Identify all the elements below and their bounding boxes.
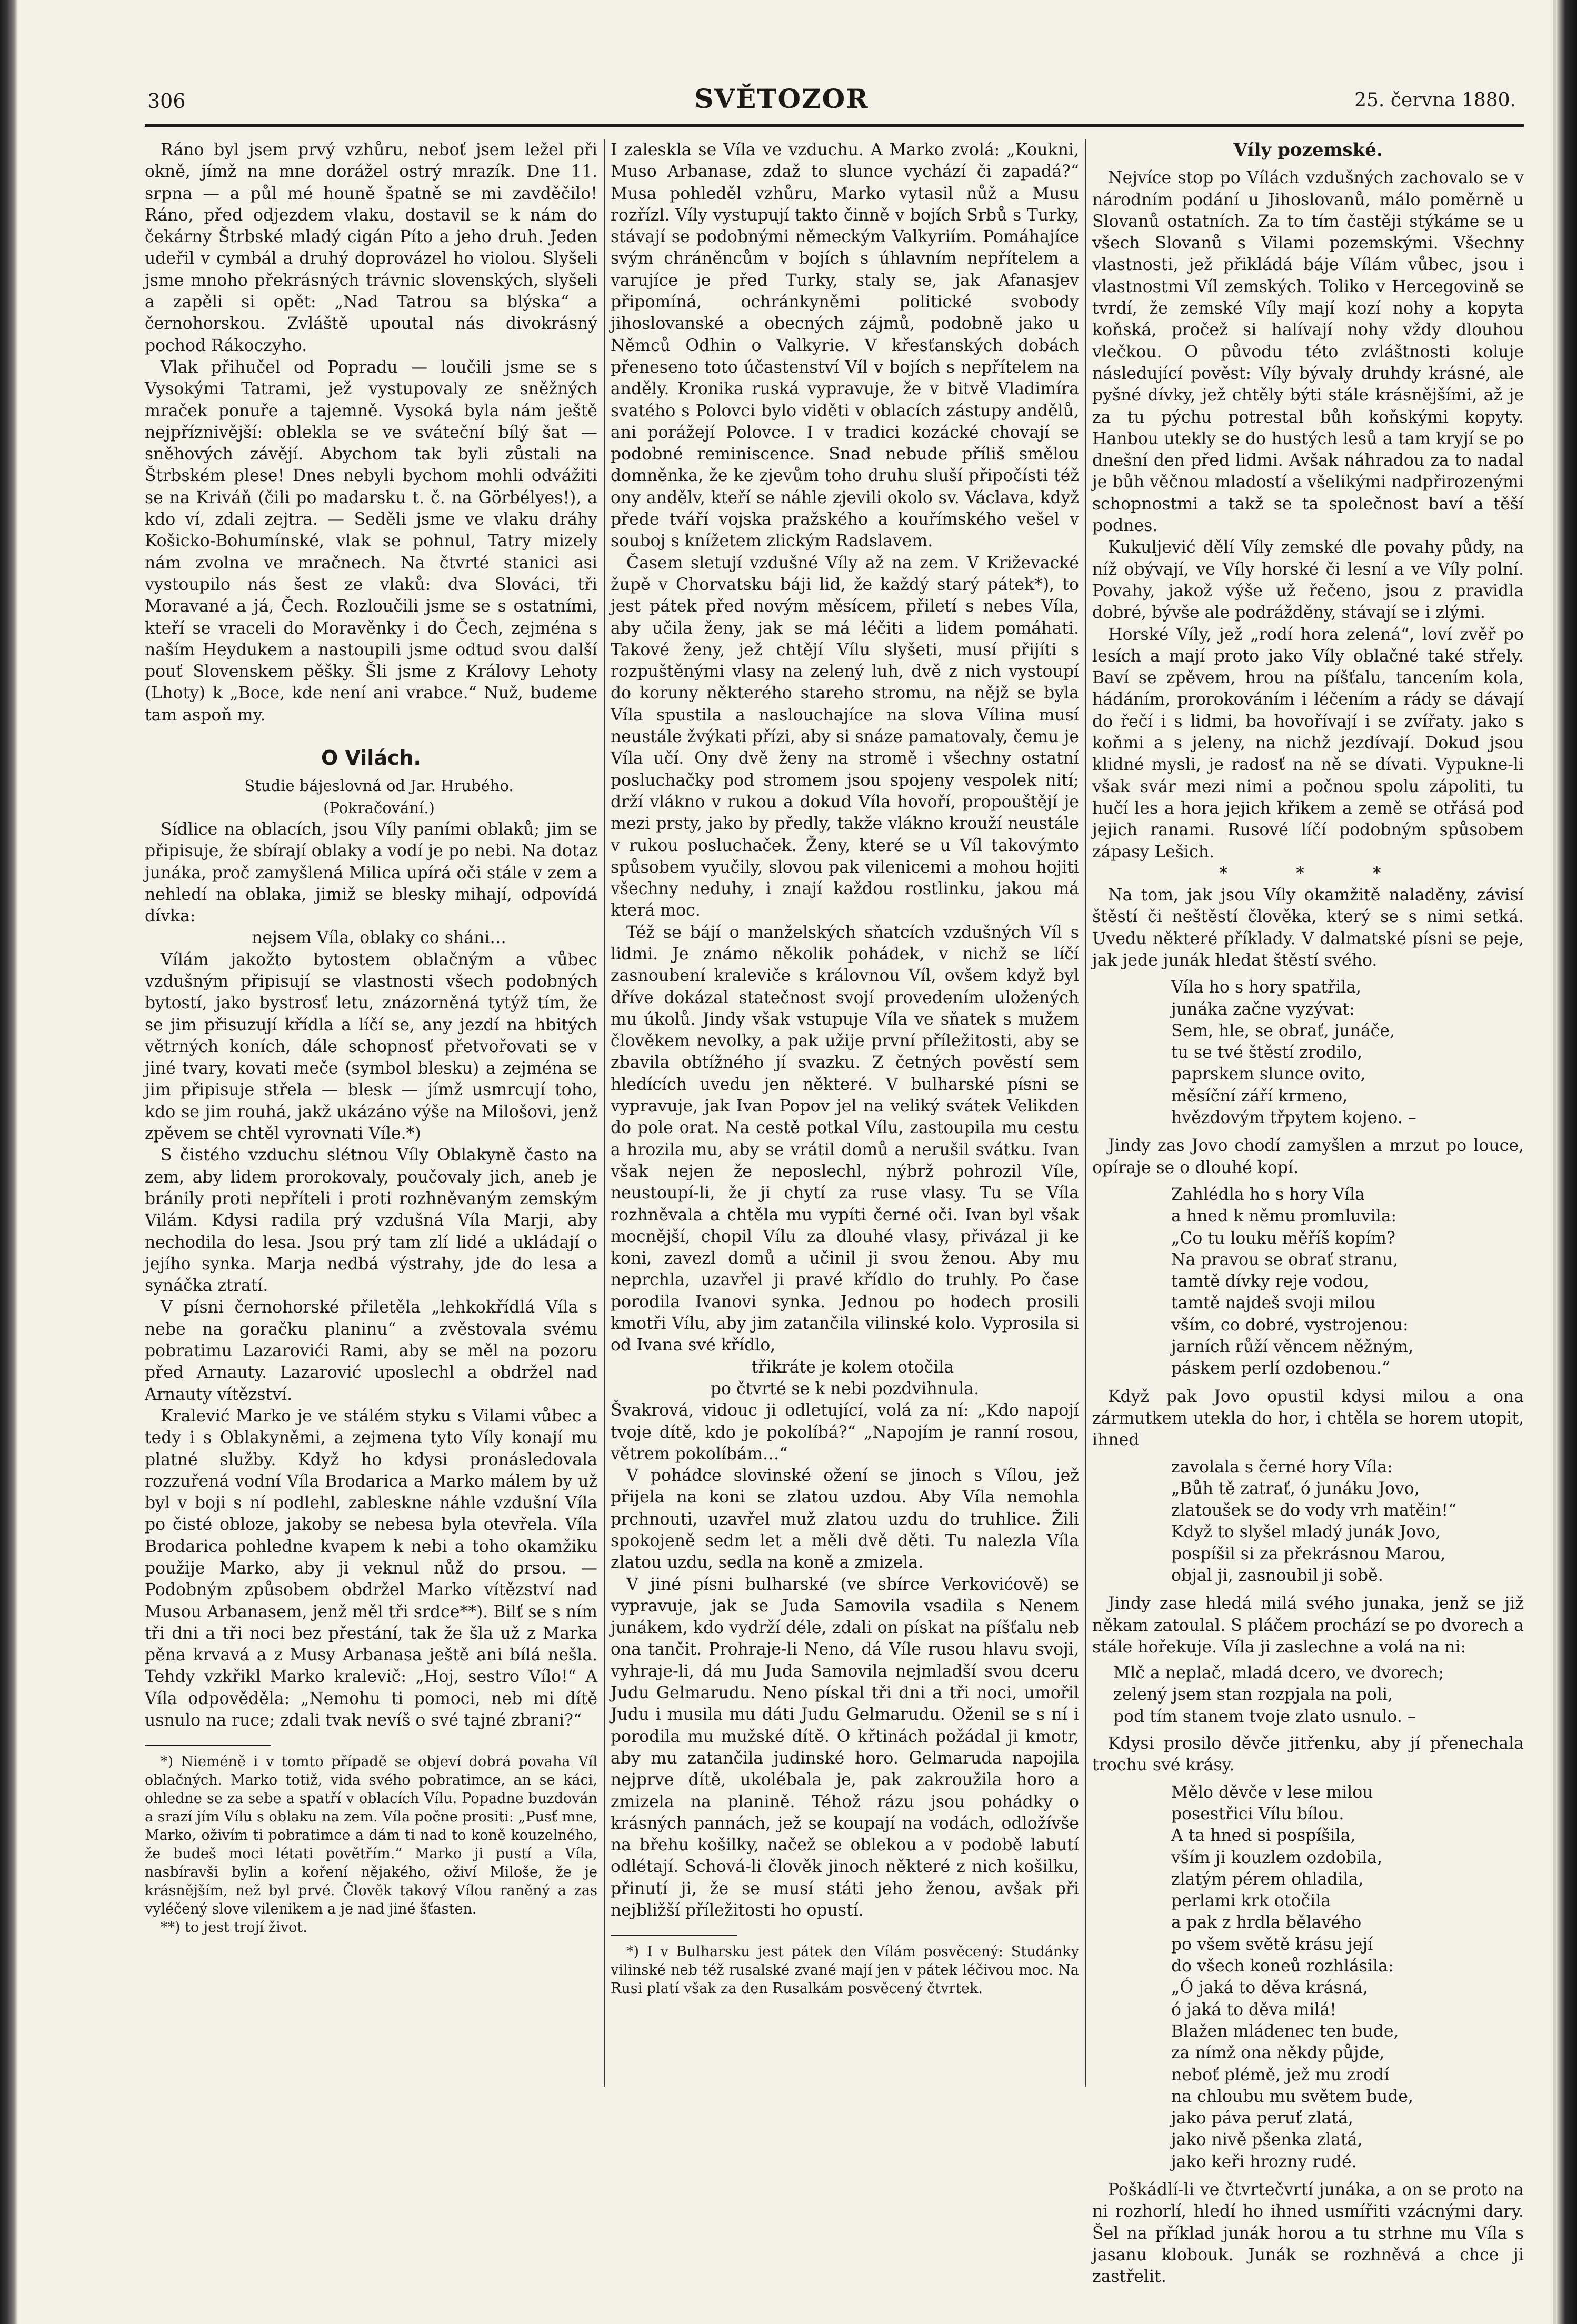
paragraph: V písni černohorské přiletěla „lehkokřídlá Víla s nebe na goračku planinu“ a zvěstovala svému pobratimu Lazarovići Rami, aby se měl na pozoru před Arnauty. Lazarović uposlechl a obdržel nad Arnauty vítězství.	[145, 1298, 597, 1404]
paragraph: Nejvíce stop po Vílách vzdušných zachovalo se v národním podání u Jihoslovanů, málo poměrně u Slovanů ostatních. Za to tím častěji stýkáme se u všech Slovanů s Vilami pozemskými. Všechny vlastnosti, jež přikládá báje Vílám vůbec, jsou i vlastnostmi Víl zemských. Toliko v Hercegovině se tvrdí, že zemské Víly mají kozí nohy a kopyta koňská, pročež si halívají nohy vždy dlouhou vlečkou. O původu této zvláštnosti koluje následující pověst: Víly bývaly druhdy krásné, ale pyšné dívky, jež chtěly býti stále krásnějšími, až je za tu pýchu potrestal bůh koňskými kopyty. Hanbou utekly se do hustých lesů a tam kryjí se po dnešní den před lidmi. Avšak náhradou za to nadal je bůh věčnou mladostí a všelikými nadpřirozenými schopnostmi a takž se ta společnost baví a těší podnes.	[1092, 168, 1524, 536]
footnote-rule	[145, 1745, 271, 1746]
poem-line: jako nivě pšenka zlatá,	[1171, 2130, 1363, 2150]
section-title: O Vilách.	[321, 746, 421, 770]
newspaper-page	[47, 0, 1524, 2324]
poem-line: posestřici Vílu bílou.	[1171, 1804, 1344, 1824]
paragraph: S čistého vzduchu slétnou Víly Oblakyně často na zem, aby lidem prorokovaly, poučovaly jich, aneb je bránily proti nepříteli i proti rozhněvaným zemským Vilám. Kdysi radila prý vzdušná Víla Marji, aby nechodila do lesa. Jsou prý tam zlí lidé a ukládají o jejího synka. Marja nedbá výstrahy, jde do lesa a synáčka ztratí.	[145, 1146, 597, 1296]
paragraph: Na tom, jak jsou Víly okamžitě naladěny, závisí štěstí či neštěstí člověka, který se s nimi setká. Uvedu některé příklady. V dalmatské písni se peje, jak jede junák hledat štěstí svého.	[1092, 886, 1524, 970]
paragraph: Kukuljević dělí Víly zemské dle povahy půdy, na níž obývají, ve Víly horské či lesní a ve Víly polní. Povahy, jakož výše už řečeno, jsou z pravidla dobré, bývše ale podrážděny, stávají se i zlými.	[1092, 538, 1524, 623]
column-1	[145, 139, 597, 1937]
issue-date: 25. června 1880.	[1354, 89, 1516, 111]
poem-line: tamtě dívky reje vodou,	[1171, 1272, 1369, 1291]
poem-line: tu se tvé štěstí zrodilo,	[1171, 1043, 1363, 1063]
poem-line: zlatým pérem ohladila,	[1171, 1869, 1364, 1889]
quote: nejsem Víla, oblaky co sháni…	[252, 928, 506, 948]
paragraph: Jindy zas Jovo chodí zamyšlen a mrzut po louce, opíraje se o dlouhé kopí.	[1092, 1136, 1524, 1177]
poem-line: Na pravou se obrať stranu,	[1171, 1250, 1399, 1269]
poem-line: měsíční září krmeno,	[1171, 1086, 1348, 1106]
paragraph: Poškádlí-li ve čtvrtečvrtí junáka, a on se proto na ni rozhorlí, hledí ho ihned usmířiti vzácnými dary. Šel na příklad junák horou a tu strhne mu Víla s jasanu klobouk. Junák se rozhněvá a chce ji zastřelit.	[1092, 2180, 1524, 2287]
section-title: Víly pozemské.	[1233, 139, 1383, 161]
header-rule	[145, 124, 1524, 127]
poem-line: A ta hned si pospíšila,	[1171, 1826, 1356, 1846]
poem-line: perlami krk otočila	[1171, 1891, 1331, 1911]
paragraph: Sídlice na oblacích, jsou Víly paními oblaků; jim se připisuje, že sbírají oblaky a vodí je po nebi. Na dotaz junáka, proč zamyšlená Milica upírá oči stále v zem a nehledí na oblaka, jimiž se blesky mihají, odpovídá dívka:	[145, 819, 597, 926]
poem-line: pospíšil si za překrásnou Marou,	[1171, 1544, 1446, 1564]
paragraph: Jindy zase hledá milá svého junaka, jenž se již někam zatoulal. S pláčem prochází se po dvorech a stále hořekuje. Víla ji zaslechne a volá na ni:	[1092, 1594, 1524, 1657]
poem-line: „Bůh tě zatrať, ó junáku Jovo,	[1171, 1479, 1420, 1498]
quote: třikráte je kolem otočila po čtvrté se k nebi pozdvihnula.	[710, 1357, 980, 1398]
section-continuation: (Pokračování.)	[323, 798, 435, 817]
page-number: 306	[147, 89, 186, 113]
poem-line: Zahlédla ho s hory Víla	[1171, 1185, 1365, 1204]
poem-line: zelený jsem stan rozpjala na poli,	[1113, 1685, 1393, 1705]
poem-line: jarních růží věncem něžným,	[1171, 1337, 1414, 1357]
poem-line: po všem světě krásu její	[1171, 1935, 1373, 1954]
poem-line: pod tím stanem tvoje zlato usnulo. –	[1113, 1707, 1416, 1726]
masthead-title: SVĚTOZOR	[694, 83, 869, 114]
paragraph: Když pak Jovo opustil kdysi milou a ona zármutkem utekla do hor, i chtěla se horem utopit, ihned	[1092, 1387, 1524, 1450]
column-2	[611, 139, 1079, 1998]
paragraph: Vlak přihučel od Popradu — loučili jsme se s Vysokými Tatrami, jež vystupovaly ze sněžných mraček ponuře a tajemně. Vysoká byla nám ještě nejpříznivější: oblekla se ve sváteční bílý šat — sněhových závějí. Abychom tak byli zůstali na Štrbském plese! Dnes nebyli bychom mohli odvážiti se na Kriváň (čili po madarsku t. č. na Görbélyes!), a kdo ví, zdali zejtra. — Seděli jsme ve vlaku dráhy Košicko-Bohumínské, vlak se pohnul, Tatry mizely nám zvolna ve mračnech. Na čtvrté stanici asi vystoupilo nás šest ze vlaků: dva Slováci, tři Moravané a já, Čech. Rozloučili jsme se s ostatními, kteří se vraceli do Moravěnky i do Čech, zejména s naším Heydukem a nastoupili jsme odtud svou další pouť Slovenskem pěšky. Šli jsme z Královy Lehoty (Lhoty) k „Boce, kde není ani vrabce.“ Nuž, budeme tam aspoň my.	[145, 357, 597, 725]
poem-line: na chloubu mu světem bude,	[1171, 2087, 1414, 2106]
footnote: *) I v Bulharsku jest pátek den Vílám posvěcený: Studánky vilinské neb též rusalské zvané mají jen v pátek léčivou moc. Na Rusi platí však za den Rusalkám posvěcený čtvrtek.	[611, 1944, 1079, 1997]
column-3	[1092, 139, 1524, 2288]
page-header	[47, 74, 1516, 121]
poem-line: junáka začne vyzývat:	[1171, 999, 1355, 1019]
paragraph: Kdysi prosilo děvče jitřenku, aby jí přenechala trochu své krásy.	[1092, 1734, 1524, 1775]
column-divider-1	[604, 139, 605, 2087]
scan-left-edge	[0, 0, 18, 2324]
poem	[1171, 1184, 1524, 1380]
poem-line: jako keři hrozny rudé.	[1171, 2152, 1357, 2171]
poem	[1113, 1662, 1524, 1728]
footnote-rule	[611, 1935, 737, 1936]
poem-line: a pak z hrdla bělavého	[1171, 1913, 1362, 1932]
poem-line: tamtě najdeš svoji milou	[1171, 1294, 1376, 1313]
poem-line: Blažen mládenec ten bude,	[1171, 2021, 1399, 2041]
poem-line: Sem, hle, se obrať, junáče,	[1171, 1021, 1395, 1040]
paragraph: Švakrová, vidouc ji odletující, volá za ní: „Kdo napojí tvoje dítě, kdo je pokolíbá?“ „Napojím je ranní rosou, větrem pokolíbám…“	[611, 1401, 1079, 1464]
poem-line: za nímž ona někdy půjde,	[1171, 2043, 1385, 2063]
poem-line: objal ji, zasnoubil ji sobě.	[1171, 1566, 1383, 1585]
poem-line: „Co tu louku měříš kopím?	[1171, 1228, 1395, 1248]
paragraph: V jiné písni bulharské (ve sbírce Verkovićově) se vypravuje, jak se Juda Samovila vsadila s Nenem junákem, kdo vydrží déle, zdali on pískat na píšťalu neb ona tančit. Prohraje-li Neno, dá Víle rusou hlavu svoji, vyhraje-li, dá mu Juda Samovila nejmladší svou dceru Judu Gelmarudu. Neno pískal tři dni a tři noci, umořil Judu i musila mu dáti Judu Gelmarudu. Oženil se s ní i porodila mu mužské dítě. O křtinách požádal ji kmotr, aby mu zatančila judinské horo. Gelmaruda napojila nejprve dítě, ukolébala je, pak zakroužila horo a zmizela na planině. Téhož rázu jsou pohádky o krásných pannách, jež se koupají na vodách, odložívše na břehu košilky, načež se oblekou a v podobě labutí odlétají. Schová-li člověk jinoch některé z nich košilku, přinutí ji, že se musí státi jeho ženou, avšak při nejbližší příležitosti ho opustí.	[611, 1575, 1079, 1920]
paragraph: Ráno byl jsem prvý vzhůru, neboť jsem ležel při okně, jímž na mne dorážel ostrý mrazík. Dne 11. srpna — a půl mé houně špatně se mi zavděčilo! Ráno, před odjezdem vlaku, dostavil se k nám do čekárny Štrbské mladý cigán Píto a jeho druh. Jeden udeřil v cymbál a druhý doprovázel ho violou. Slyšeli jsme mnoho překrásných trávnic slovenských, slyšeli a zapěli si opět: „Nad Tatrou sa blýska“ a černohorskou. Zvláště upoutal nás divokrásný pochod Rákoczyho.	[145, 141, 597, 355]
paragraph: Kralević Marko je ve stálém styku s Vilami vůbec a tedy i s Oblakyněmi, a zejmena tyto Víly konají mu platné služby. Když ho kdysi pronásledovala rozzuřená vodní Víla Brodarica a Marko málem by už byl v boji s ní podlehl, zableskne náhle vzdušní Víla po čisté obloze, jakoby se nebesa byla otevřela. Víla Brodarica pohledne kvapem k nebi a toho okamžiku použije Marko, aby ji veknul nůž do prsou. — Podobným způsobem obdržel Marko vítězství nad Musou Arbanasem, jenž měl tři srdce**). Bilť se s ním tři dni a tři noci bez přestání, tak že šla už z Marka pěna krvavá a z Musy Arbanasa ještě ani bílá nešla. Tehdy vzkřikl Marko kralevič: „Hoj, sestro Vílo!“ A Víla odpověděla: „Nemohu ti pomoci, neb mi dítě usnulo na ruce; zdali tvak nevíš o své tajné zbrani?“	[145, 1406, 597, 1730]
poem-line: Víla ho s hory spatřila,	[1171, 978, 1362, 997]
poem-line: hvězdovým třpytem kojeno. –	[1171, 1108, 1416, 1128]
section-subtitle: Studie bájeslovná od Jar. Hrubého.	[244, 777, 514, 795]
poem-line: paprskem slunce ovito,	[1171, 1065, 1366, 1084]
paragraph: V pohádce slovinské ožení se jinoch s Vílou, jež přijela na koni se zlatou uzdou. Aby Víla nemohla prchnouti, uzavřel muž zlatou uzdu do truhlice. Žili spokojeně sedm let a měli dvě děti. Tu nalezla Víla zlatou uzdu, sedla na koně a zmizela.	[611, 1466, 1079, 1572]
poem-line: zlatoušek se do vody vrh matěin!“	[1171, 1501, 1457, 1520]
section-separator: * * *	[1219, 864, 1413, 883]
poem-line: zavolala s černé hory Víla:	[1171, 1457, 1393, 1477]
paragraph: I zaleskla se Víla ve vzduchu. A Marko zvolá: „Koukni, Muso Arbanase, zdaž to slunce vychází či zapadá?“ Musa pohleděl vzhůru, Marko vytasil nůž a Musu rozřízl. Víly vystupují takto činně v bojích Srbů s Turky, stávají se podobnými německým Valkyriím. Pomáhajíce svým chráněncům v bojích s úhlavním nepřítelem a varujíce je před Turky, staly se, jak Afanasjev připomíná, ochránkyněmi politické svobody jihoslovanské a obecných zájmů, podobně jako u Němců Odhin o Valkyrie. V křesťanských dobách přeneseno toto účastenství Víl v bojích s nepřítelem na anděly. Kronika ruská vypravuje, že v bitvě Vladimíra svatého s Polovci bylo viděti v oblacích zástupy andělů, ani porážejí Polovce. I v tradici kozácké chovají se podobné reminiscence. Snad nebude příliš smělou domněnka, že ke zjevům toho druhu sluší připočísti též ony andělv, kteří se náhle zjevili okolo sv. Václava, když přede tváří vojska pražského a kouřímského vešel v souboj s knížetem zlickým Radslavem.	[611, 141, 1079, 551]
poem-line: vším, co dobré, vystrojenou:	[1171, 1315, 1409, 1335]
paragraph: Též se bájí o manželských sňatcích vzdušných Víl s lidmi. Je známo několik pohádek, v nichž se líčí zasnoubení kraleviče s královnou Víl, ovšem když byl dříve dokázal statečnost svojí provedením uložených mu úkolů. Jindy však vstupuje Víla ve sňatek s mužem člověkem nevolky, a pak užije první příležitosti, aby se zbavila obtížného jí svazku. Z četných pověstí sem hledících uvedu jen některé. V bulharské písni se vypravuje, jak Ivan Popov jel na veliký svátek Velikden do pole orat. Na cestě potkal Vílu, zastoupila mu cestu a hrozila mu, aby se vrátil domů a nerušil svátku. Ivan však nejen že neposlechl, nýbrž pohrozil Víle, neustoupí-li, že ji chytí za ruse vlasy. Tu se Víla rozhněvala a chtěla mu vypíti černé oči. Ivan byl však mocnější, chopil Vílu za dlouhé vlasy, přivázal ji ke koni, zavezl domů a učinil ji svou ženou. Aby mu neprchla, uzavřel ji pravé křídlo do truhly. Po čase porodila Ivanovi synka. Jednou po hodech prosili kmotři Vílu, aby jim zatančila vilinské kolo. Vyprosila si od Ivana své křídlo,	[611, 923, 1079, 1355]
footnote: *) Nieméně i v tomto případě se objeví dobrá povaha Víl oblačných. Marko totiž, vida svého pobratimce, an se káci, ohledne se za sebe a spatří v oblacích Vílu. Popadne buzdován a srazí jím Vílu s oblaku na zem. Víla počne prositi: „Pusť mne, Marko, oživím ti pobratimce a dám ti nad to koně kouzelného, že budeš moci létati povětřím.“ Marko ji pustí a Víla, nasbíravši bylin a koření nějakého, oživí Miloše, že je krásnějším, než byl prvé. Člověk takový Vílou raněný a zas vyléčený slove vilenikem a je nad jiné šťasten.	[145, 1754, 597, 1918]
paragraph: Horské Víly, jež „rodí hora zelená“, loví zvěř po lesích a mají proto jako Víly oblačné také střely. Baví se zpěvem, hrou na píšťalu, tancením kola, hádáním, prorokováním i léčením a rády se dávají do řečí i s lidmi, ba hovořívají i se zvířaty. jako s koňmi a s jeleny, na nichž jezdívají. Dokud jsou klidné mysli, je radosť na ně se dívati. Vypukne-li však svár mezi nimi a počnou spolu zápoliti, tu hučí les a hora jejich křikem a země se otřásá pod jejich ranami. Rusové líčí podobným spůsobem zápasy Lešich.	[1092, 625, 1524, 862]
poem-line: do všech koneů rozhlásila:	[1171, 1957, 1394, 1976]
column-divider-2	[1085, 139, 1086, 2087]
poem-line: „Ó jaká to děva krásná,	[1171, 1978, 1368, 1998]
scan-right-edge	[1556, 0, 1577, 2324]
poem-line: Mlč a neplač, mladá dcero, ve dvorech;	[1113, 1664, 1444, 1683]
poem-line: páskem perlí ozdobenou.“	[1171, 1359, 1390, 1378]
paragraph: Časem sletují vzdušné Víly až na zem. V Križevacké župě v Chorvatsku báji lid, že každý starý pátek*), to jest pátek před novým měsícem, přiletí s nebes Víla, aby učila ženy, jak se má léčiti a lidem pomáhati. Takové ženy, jež chtějí Vílu slyšeti, musí přijíti s rozpuštěnými vlasy na zelený luh, dvě z nich vystoupí do koruny některého stareho stromu, na nějž se byla Víla spustila a naslouchajíce na slova Vílina musí neustále žvýkati přízi, aby si snáze pamatovaly, čemu je Víla učí. Ony dvě ženy na stromě i všechny ostatní posluchačky pod stromem jsou spojeny vespolek nití; drží vlákno v rukou a dokud Víla hovoří, propouštějí je mezi prsty, jako by předly, takže vlákno krouží neustále v rukou posluchaček. Ženy, které se u Víl takovýmto spůsobem vyučily, slovou pak vilenicemi a mohou hojiti všechny neduhy, i znají každou rostlinku, jakou má která moc.	[611, 553, 1079, 920]
poem-line: ó jaká to děva milá!	[1171, 2000, 1336, 2019]
poem-line: a hned k němu promluvila:	[1171, 1207, 1397, 1226]
poem-line: Mělo děvče v lese milou	[1171, 1782, 1373, 1802]
poem-line: jako páva peruť zlatá,	[1171, 2109, 1353, 2128]
poem-line: vším ji kouzlem ozdobila,	[1171, 1848, 1383, 1867]
poem-line: neboť plémě, jež mu zrodí	[1171, 2065, 1390, 2085]
poem	[1171, 977, 1524, 1129]
poem-line: Když to slyšel mladý junák Jovo,	[1171, 1522, 1441, 1542]
paragraph: Vílám jakožto bytostem oblačným a vůbec vzdušným připisují se vlastnosti všech podobných bytostí, jako bystrosť letu, znázorněná tytýž tím, že se jim přisuzují křídla a líčí se, any jezdí na hbitých větrných koních, dále schopnosť přetvořovati se v jiné tvary, kovati meče (symbol blesku) a zejména se jim připisuje střela — blesk — jímž usmrcují toho, kdo se jim rouhá, jakž ukázáno výše na Milošovi, jenž zpěvem se chtěl vyrovnati Víle.*)	[145, 950, 597, 1144]
poem	[1171, 1457, 1524, 1587]
footnote: **) to jest trojí život.	[161, 1919, 307, 1936]
poem	[1171, 1782, 1524, 2173]
